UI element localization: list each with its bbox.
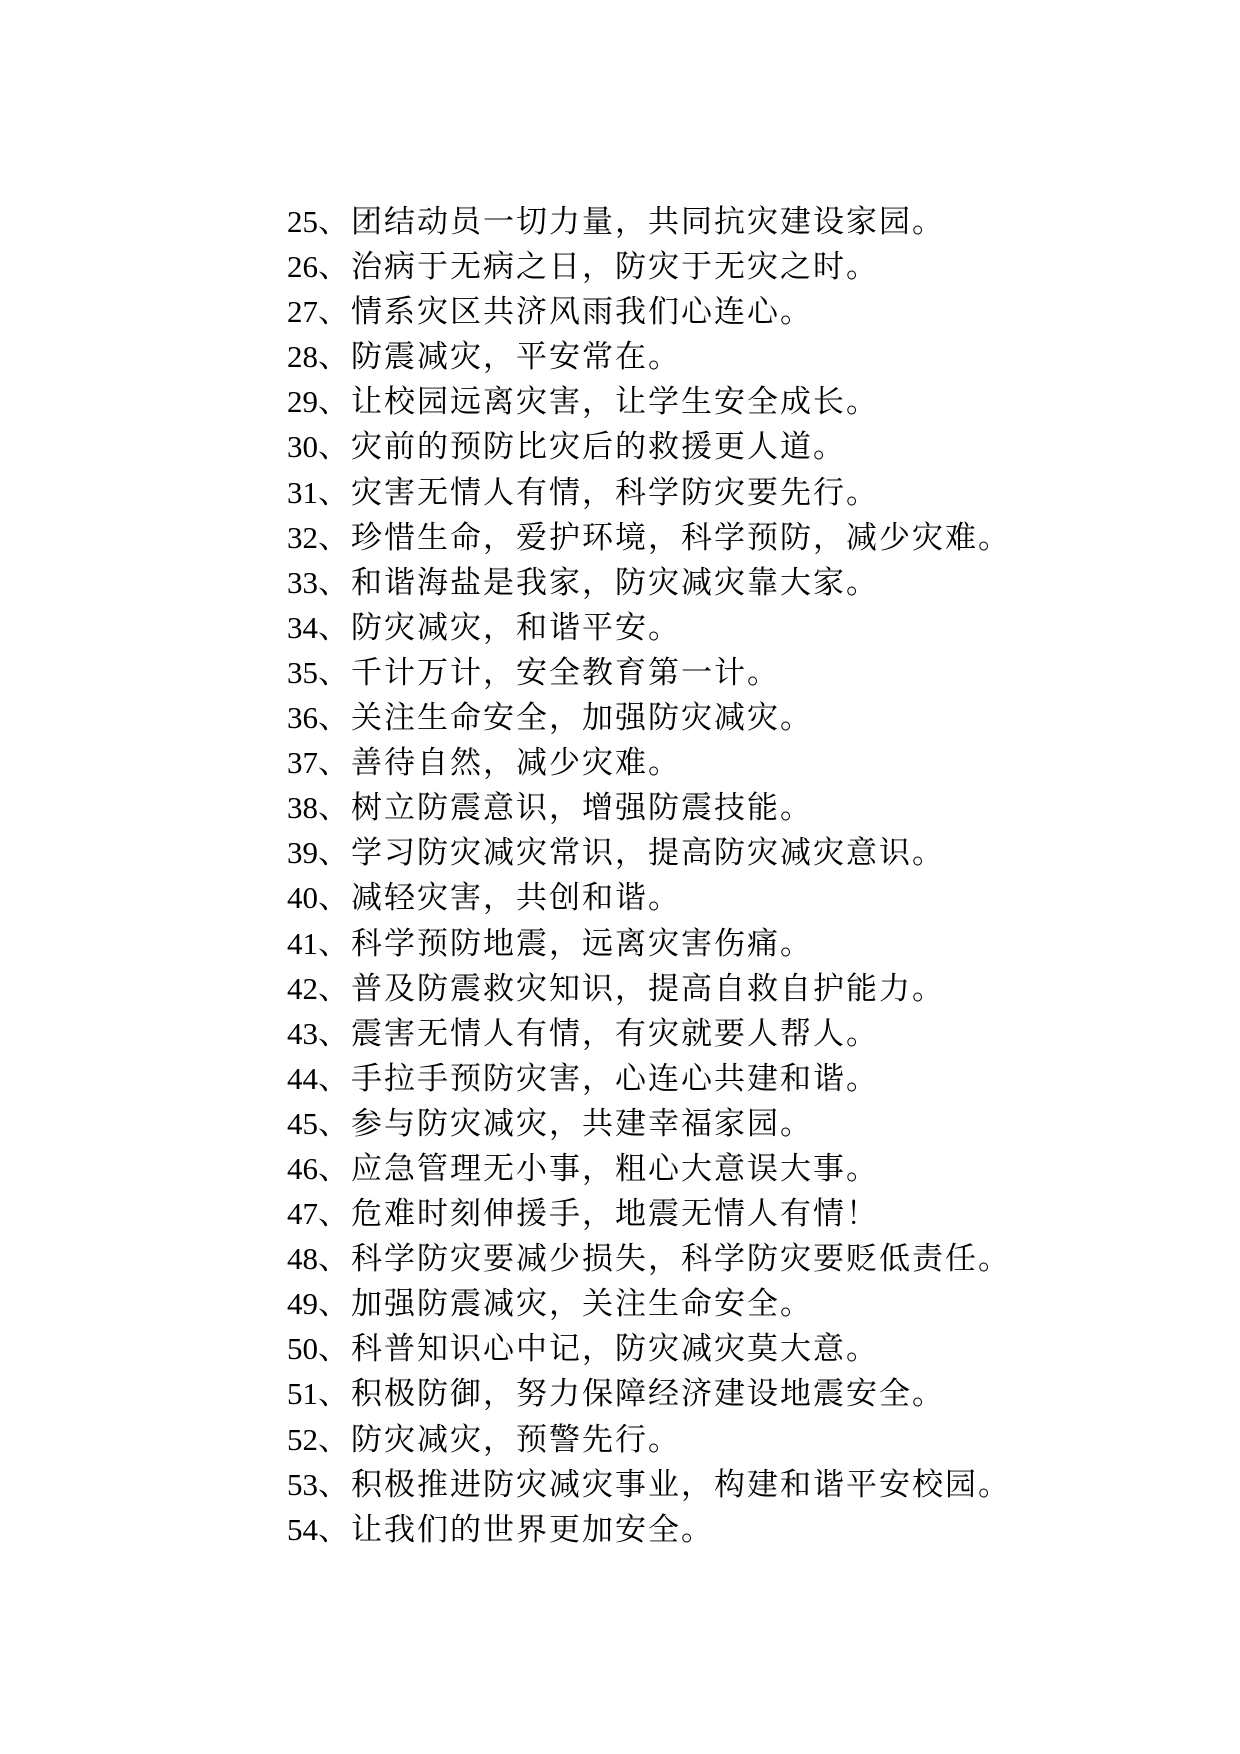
item-number: 47 bbox=[287, 1196, 318, 1232]
list-item bbox=[287, 515, 1187, 560]
item-separator: 、 bbox=[318, 700, 351, 737]
slogan-text: 学习防灾减灾常识，提高防灾减灾意识。 bbox=[351, 835, 945, 872]
item-number: 26 bbox=[287, 249, 318, 285]
list-item bbox=[287, 1371, 1187, 1416]
list-item bbox=[287, 1056, 1187, 1101]
item-number: 30 bbox=[287, 429, 318, 465]
slogan-text: 防震减灾，平安常在。 bbox=[351, 339, 681, 376]
item-number: 25 bbox=[287, 204, 318, 239]
item-separator: 、 bbox=[318, 564, 351, 601]
list-item bbox=[287, 1236, 1187, 1281]
item-separator: 、 bbox=[318, 1331, 351, 1368]
slogan-text: 科学防灾要减少损失，科学防灾要贬低责任。 bbox=[351, 1241, 1011, 1278]
slogan-text: 防灾减灾，预警先行。 bbox=[351, 1421, 681, 1458]
item-separator: 、 bbox=[318, 519, 351, 556]
item-number: 41 bbox=[287, 925, 318, 961]
slogan-text: 千计万计，安全教育第一计。 bbox=[351, 654, 780, 691]
slogan-text: 手拉手预防灾害，心连心共建和谐。 bbox=[351, 1060, 879, 1097]
slogan-text: 和谐海盐是我家，防灾减灾靠大家。 bbox=[351, 564, 879, 601]
slogan-text: 防灾减灾，和谐平安。 bbox=[351, 609, 681, 646]
list-item bbox=[287, 470, 1187, 515]
item-number: 48 bbox=[287, 1241, 318, 1277]
item-separator: 、 bbox=[318, 745, 351, 782]
item-separator: 、 bbox=[318, 1060, 351, 1097]
slogan-list bbox=[287, 199, 1187, 1552]
item-separator: 、 bbox=[318, 970, 351, 1007]
item-separator: 、 bbox=[318, 609, 351, 646]
item-number: 54 bbox=[287, 1511, 318, 1547]
list-item bbox=[287, 334, 1187, 379]
list-item bbox=[287, 695, 1187, 740]
list-item bbox=[287, 740, 1187, 785]
slogan-text: 应急管理无小事，粗心大意误大事。 bbox=[351, 1150, 879, 1187]
list-item bbox=[287, 1326, 1187, 1371]
list-item bbox=[287, 1191, 1187, 1236]
list-item bbox=[287, 1462, 1187, 1507]
item-separator: 、 bbox=[318, 249, 351, 286]
slogan-text: 让我们的世界更加安全。 bbox=[351, 1511, 714, 1548]
item-number: 49 bbox=[287, 1286, 318, 1322]
list-item bbox=[287, 424, 1187, 469]
slogan-text: 珍惜生命，爱护环境，科学预防，减少灾难。 bbox=[351, 519, 1011, 556]
item-separator: 、 bbox=[318, 1466, 351, 1503]
item-separator: 、 bbox=[318, 474, 351, 511]
list-item bbox=[287, 1281, 1187, 1326]
item-number: 34 bbox=[287, 609, 318, 645]
item-separator: 、 bbox=[318, 1015, 351, 1052]
item-number: 45 bbox=[287, 1105, 318, 1141]
list-item bbox=[287, 379, 1187, 424]
item-number: 28 bbox=[287, 339, 318, 375]
slogan-text: 科普知识心中记，防灾减灾莫大意。 bbox=[351, 1331, 879, 1368]
item-separator: 、 bbox=[318, 880, 351, 917]
item-separator: 、 bbox=[318, 925, 351, 962]
list-item bbox=[287, 1101, 1187, 1146]
item-separator: 、 bbox=[318, 790, 351, 827]
item-number: 38 bbox=[287, 790, 318, 826]
item-number: 29 bbox=[287, 384, 318, 420]
slogan-text: 善待自然，减少灾难。 bbox=[351, 745, 681, 782]
slogan-text: 积极防御，努力保障经济建设地震安全。 bbox=[351, 1376, 945, 1413]
item-number: 27 bbox=[287, 294, 318, 330]
list-item bbox=[287, 289, 1187, 334]
item-separator: 、 bbox=[318, 1511, 351, 1548]
slogan-text: 参与防灾减灾，共建幸福家园。 bbox=[351, 1105, 813, 1142]
slogan-text: 灾害无情人有情，科学防灾要先行。 bbox=[351, 474, 879, 511]
slogan-text: 关注生命安全，加强防灾减灾。 bbox=[351, 700, 813, 737]
slogan-text: 加强防震减灾，关注生命安全。 bbox=[351, 1286, 813, 1323]
item-separator: 、 bbox=[318, 835, 351, 872]
item-number: 51 bbox=[287, 1376, 318, 1412]
slogan-text: 危难时刻伸援手，地震无情人有情！ bbox=[351, 1196, 879, 1233]
list-item bbox=[287, 921, 1187, 966]
slogan-text: 树立防震意识，增强防震技能。 bbox=[351, 790, 813, 827]
list-item bbox=[287, 244, 1187, 289]
item-separator: 、 bbox=[318, 1241, 351, 1278]
list-item bbox=[287, 875, 1187, 920]
item-separator: 、 bbox=[318, 1286, 351, 1323]
item-number: 53 bbox=[287, 1466, 318, 1502]
item-separator: 、 bbox=[318, 1150, 351, 1187]
item-number: 50 bbox=[287, 1331, 318, 1367]
list-item bbox=[287, 650, 1187, 695]
item-separator: 、 bbox=[318, 384, 351, 421]
item-number: 39 bbox=[287, 835, 318, 871]
item-number: 32 bbox=[287, 519, 318, 555]
item-separator: 、 bbox=[318, 429, 351, 466]
list-item bbox=[287, 1011, 1187, 1056]
slogan-text: 减轻灾害，共创和谐。 bbox=[351, 880, 681, 917]
item-number: 40 bbox=[287, 880, 318, 916]
list-item bbox=[287, 199, 1187, 244]
item-separator: 、 bbox=[318, 339, 351, 376]
item-separator: 、 bbox=[318, 1421, 351, 1458]
item-number: 43 bbox=[287, 1015, 318, 1051]
list-item bbox=[287, 1146, 1187, 1191]
slogan-text: 震害无情人有情，有灾就要人帮人。 bbox=[351, 1015, 879, 1052]
slogan-text: 积极推进防灾减灾事业，构建和谐平安校园。 bbox=[351, 1466, 1011, 1503]
slogan-text: 治病于无病之日，防灾于无灾之时。 bbox=[351, 249, 879, 286]
slogan-text: 灾前的预防比灾后的救援更人道。 bbox=[351, 429, 846, 466]
list-item bbox=[287, 1507, 1187, 1552]
item-separator: 、 bbox=[318, 1196, 351, 1233]
item-number: 42 bbox=[287, 970, 318, 1006]
list-item bbox=[287, 1417, 1187, 1462]
item-separator: 、 bbox=[318, 1105, 351, 1142]
item-number: 31 bbox=[287, 474, 318, 510]
item-number: 35 bbox=[287, 654, 318, 690]
item-number: 52 bbox=[287, 1421, 318, 1457]
item-separator: 、 bbox=[318, 204, 351, 240]
item-separator: 、 bbox=[318, 654, 351, 691]
slogan-text: 团结动员一切力量，共同抗灾建设家园。 bbox=[351, 204, 945, 240]
item-number: 46 bbox=[287, 1150, 318, 1186]
item-number: 36 bbox=[287, 700, 318, 736]
list-item bbox=[287, 785, 1187, 830]
item-number: 33 bbox=[287, 564, 318, 600]
slogan-text: 情系灾区共济风雨我们心连心。 bbox=[351, 294, 813, 331]
slogan-text: 普及防震救灾知识，提高自救自护能力。 bbox=[351, 970, 945, 1007]
item-separator: 、 bbox=[318, 294, 351, 331]
item-separator: 、 bbox=[318, 1376, 351, 1413]
slogan-text: 科学预防地震，远离灾害伤痛。 bbox=[351, 925, 813, 962]
item-number: 44 bbox=[287, 1060, 318, 1096]
list-item bbox=[287, 605, 1187, 650]
slogan-text: 让校园远离灾害，让学生安全成长。 bbox=[351, 384, 879, 421]
list-item bbox=[287, 830, 1187, 875]
item-number: 37 bbox=[287, 745, 318, 781]
list-item bbox=[287, 966, 1187, 1011]
list-item bbox=[287, 560, 1187, 605]
